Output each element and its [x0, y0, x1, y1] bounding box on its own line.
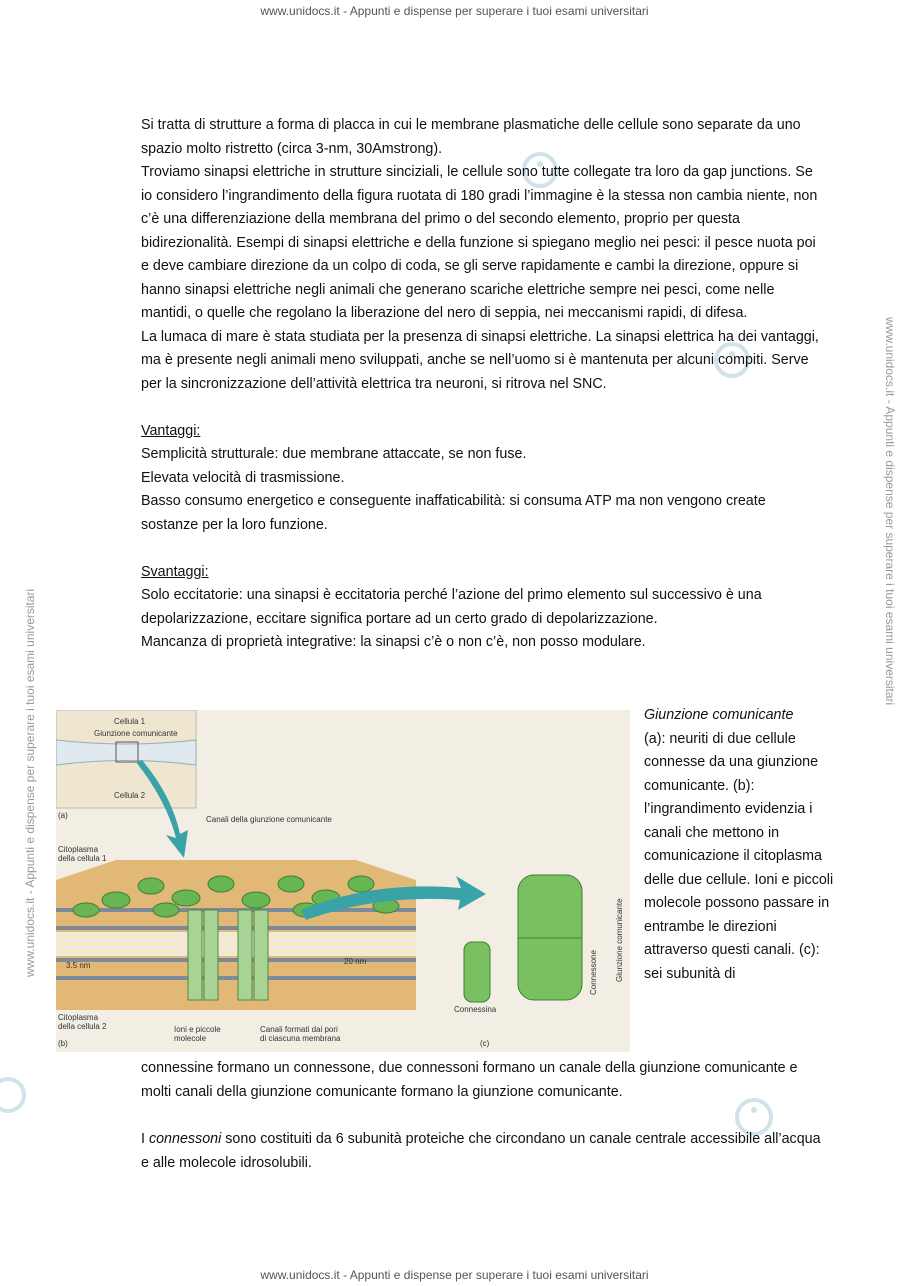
- paragraph: Si tratta di strutture a forma di placca in cui le membrane plasmatiche delle cellule sono separate da uno spazio molto ristretto (circa 3-nm, 30Amstrong).: [141, 117, 801, 157]
- label-canali-pori-a: Canali formati dai pori: [260, 1025, 338, 1034]
- label-ioni-a: Ioni e piccole: [174, 1025, 221, 1034]
- unidocs-logo-icon: [0, 1075, 30, 1115]
- paragraph: Troviamo sinapsi elettriche in strutture sinciziali, le cellule sono tutte collegate tra loro da gap junctions. Se io considero l’ingrandimento della figura ruotata di 180 gradi l’immagine è la stessa non cambia niente, non c’è una differenziazione della membrana del primo o del secondo elemento, proprio per questa bidirezionalità. Esempi di sinapsi elettriche e della funzione si spiegano meglio nei pesci: il pesce nuota poi e deve cambiare direzione da un colpo di coda, se gli serve rapidamente e cambi la direzione, oppure si hanno sinapsi elettriche negli animali che generano scariche elettriche sempre nei pesci, come nelle mantidi, o quelle che regolano la liberazione del nero di seppia, nei meccanismi rapidi, di difesa.: [141, 164, 818, 321]
- label-3-5nm: 3.5 nm: [66, 961, 91, 970]
- label-giunzione-vertical: Giunzione comunicante: [615, 898, 624, 982]
- label-giunzione: Giunzione comunicante: [94, 729, 178, 738]
- figure-caption: [644, 704, 834, 986]
- footer-watermark: www.unidocs.it - Appunti e dispense per superare i tuoi esami universitari: [260, 1268, 649, 1282]
- gap-junction-figure: [56, 710, 630, 1052]
- caption-title: Giunzione comunicante: [644, 707, 794, 723]
- paragraph: La lumaca di mare è stata studiata per la presenza di sinapsi elettriche. La sinapsi elettrica ha dei vantaggi, ma è presente negli animali meno sviluppati, anche se nell’uomo si è mantenuta per alcuni compiti. Serve per la sincronizzazione dell’attività elettrica tra neuroni, si ritrova nel SNC.: [141, 328, 819, 392]
- label-citoplasma2-a: Citoplasma: [58, 1013, 99, 1022]
- label-a: (a): [58, 811, 68, 820]
- svantaggi-item: Solo eccitatorie: una sinapsi è eccitatoria perché l’azione del primo elemento sul successivo è una depolarizzazione, eccitare significa portare ad un certo grado di depolarizzazione.: [141, 587, 762, 627]
- label-citoplasma1-b: della cellula 1: [58, 854, 107, 863]
- label-cellula2: Cellula 2: [114, 791, 146, 800]
- final-pre: I: [141, 1131, 149, 1147]
- label-ioni-b: molecole: [174, 1034, 207, 1043]
- label-connessina: Connessina: [454, 1005, 497, 1014]
- final-post: sono costituiti da 6 subunità proteiche che circondano un canale centrale accessibile all’acqua e alle molecole idrosolubili.: [141, 1131, 821, 1171]
- caption-tail: connessine formano un connessone, due connessoni formano un canale della giunzione comunicante e molti canali della giunzione comunicante formano la giunzione comunicante.: [141, 1060, 798, 1100]
- vantaggi-item: Semplicità strutturale: due membrane attaccate, se non fuse.: [141, 446, 527, 462]
- label-canali-pori-b: di ciascuna membrana: [260, 1034, 341, 1043]
- caption-text: (a): neuriti di due cellule connesse da una giunzione comunicante. (b): l’ingrandimento evidenzia i canali che mettono in comunicazione il citoplasma delle due cellule. Ioni e piccoli molecole possono passare in entrambe le direzioni attraverso questi canali. (c): sei subunità di: [644, 730, 834, 982]
- right-side-watermark: www.unidocs.it - Appunti e dispense per superare i tuoi esami universitari: [883, 317, 897, 706]
- final-paragraph: [141, 1128, 821, 1175]
- vantaggi-item: Elevata velocità di trasmissione.: [141, 469, 345, 486]
- label-20nm: 20 nm: [344, 957, 367, 966]
- svantaggi-heading: Svantaggi:: [141, 563, 209, 580]
- main-text: [141, 114, 821, 655]
- label-citoplasma2-b: della cellula 2: [58, 1022, 107, 1031]
- label-cellula1: Cellula 1: [114, 717, 146, 726]
- label-canali: Canali della giunzione comunicante: [206, 815, 332, 824]
- svantaggi-item: Mancanza di proprietà integrative: la sinapsi c’è o non c’è, non posso modulare.: [141, 634, 646, 650]
- term-connessoni: connessoni: [148, 1131, 222, 1147]
- label-b: (b): [58, 1039, 68, 1048]
- label-c: (c): [480, 1039, 490, 1048]
- vantaggi-heading: Vantaggi:: [141, 422, 201, 439]
- vantaggi-item: Basso consumo energetico e conseguente inaffaticabilità: si consuma ATP ma non vengono create sostanze per la loro funzione.: [141, 493, 766, 533]
- label-connessone: Connessone: [589, 950, 598, 995]
- left-side-watermark: www.unidocs.it - Appunti e dispense per superare i tuoi esami universitari: [23, 588, 37, 977]
- header-watermark: www.unidocs.it - Appunti e dispense per superare i tuoi esami universitari: [260, 4, 649, 18]
- label-citoplasma1-a: Citoplasma: [58, 845, 99, 854]
